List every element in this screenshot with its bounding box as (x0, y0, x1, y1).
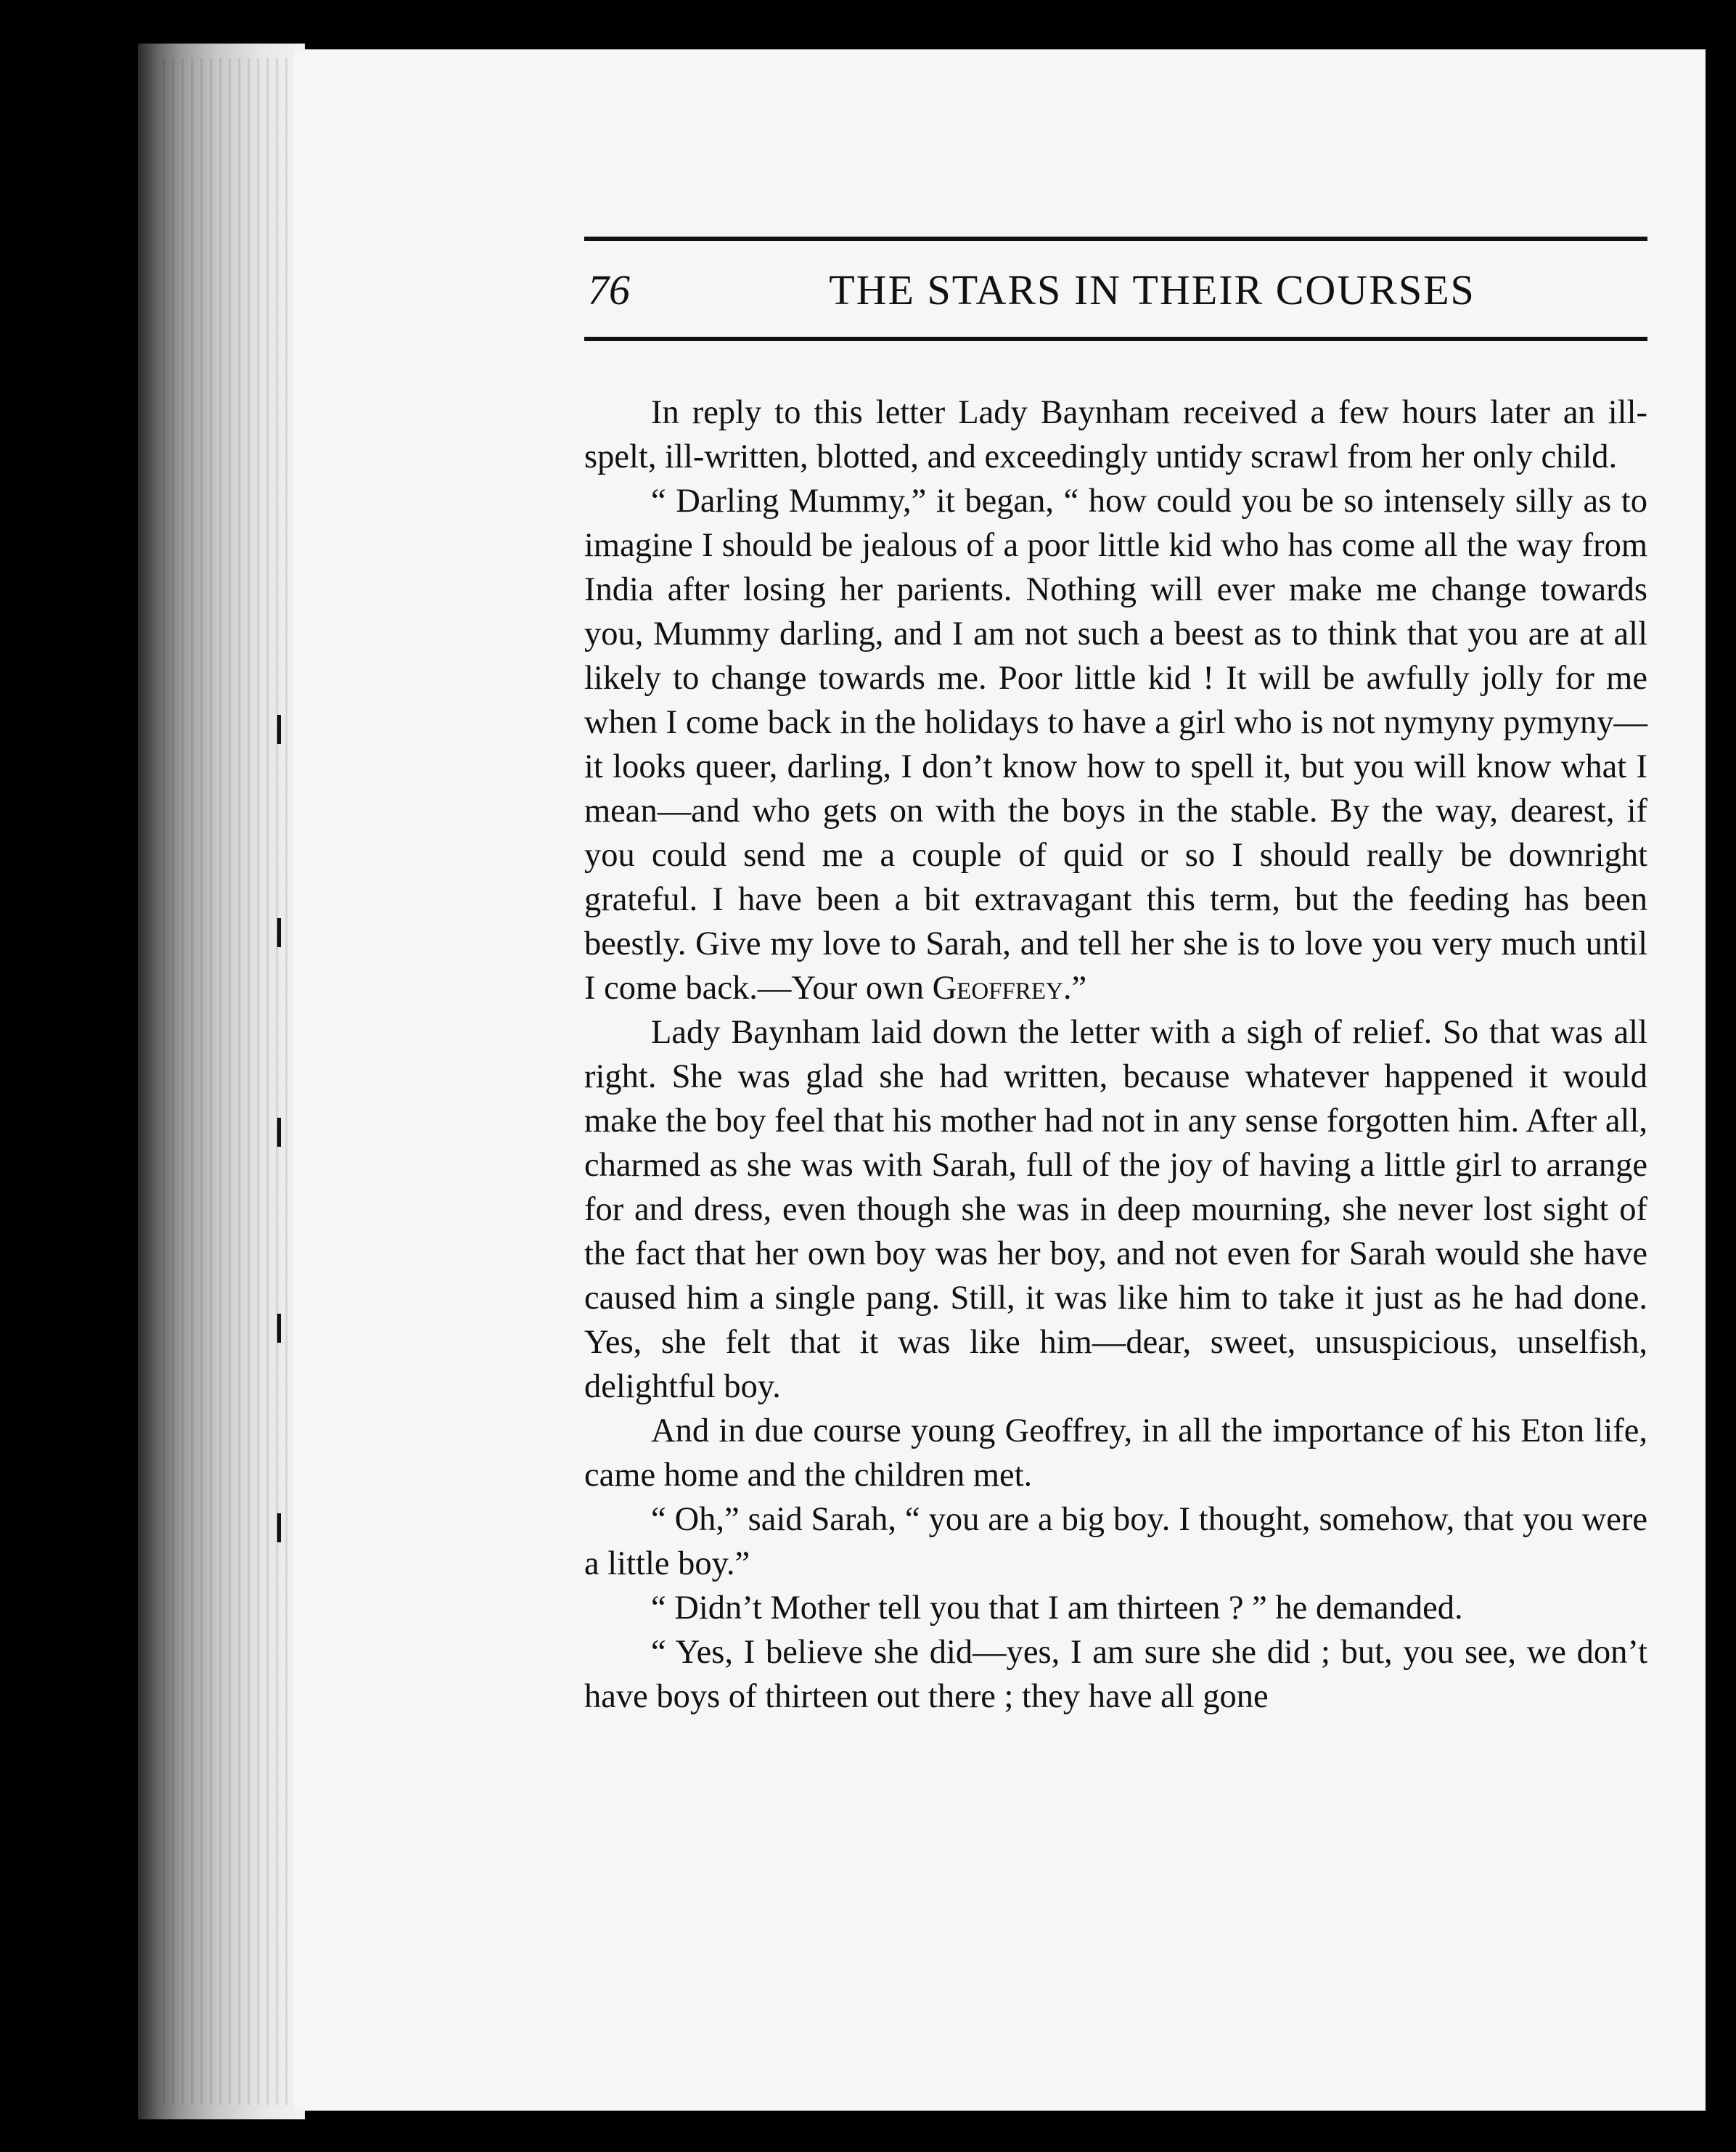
paragraph: “ Didn’t Mother tell you that I am thirteen ? ” he demanded. (651, 1590, 1463, 1627)
header-rule-top (584, 237, 1647, 241)
running-head (584, 245, 1647, 332)
paragraph: Lady Baynham laid down the letter with a sigh of relief. So that was all right. She was glad she had written, because whatever happened it would make the boy feel that his mother had not in any sense forgotten him. After all, charmed as she was with Sarah, full of the joy of having a little girl to arrange for and dress, even though she was in deep mourning, she never lost sight of the fact that her own boy was her boy, and not even for Sarah would she have caused him a single pang. Still, it was like him to take it just as he had done. Yes, she felt that it was like him—dear, sweet, unsuspicious, unselfish, delightful boy. (584, 1014, 1647, 1405)
margin-mark (277, 1513, 281, 1542)
running-title: THE STARS IN THEIR COURSES (829, 266, 1475, 314)
page-edge-shading (156, 58, 301, 2105)
book-page (294, 49, 1706, 2111)
body-text (584, 390, 1647, 1719)
margin-mark (277, 715, 281, 744)
margin-mark (277, 918, 281, 947)
header-rule-bottom (584, 337, 1647, 341)
paragraph: “ Yes, I believe she did—yes, I am sure she did ; but, you see, we don’t have boys of thirteen out there ; they have all gone (584, 1634, 1647, 1715)
paragraph: “ Oh,” said Sarah, “ you are a big boy. I thought, somehow, that you were a little boy.” (584, 1501, 1647, 1582)
paragraph: And in due course young Geoffrey, in all the importance of his Eton life, came home and the children met. (584, 1412, 1647, 1494)
letter-signature: Geoffrey. (932, 970, 1072, 1007)
margin-mark (277, 1314, 281, 1343)
page-number: 76 (588, 266, 630, 314)
margin-mark (277, 1118, 281, 1147)
letter-signature-close: ” (1071, 970, 1087, 1007)
letter-text: “ Darling Mummy,” it began, “ how could you be so intensely silly as to imagine I should be jealous of a poor little kid who has come all the way from India after losing her parients. Nothing will ever make me change towards you, Mummy darling, and I am not such a beest as to think that you are at all likely to change towards me. Poor little kid ! It will be awfully jolly for me when I come back in the holidays to have a girl who is not nymyny pymyny—it looks queer, darling, I don’t know how to spell it, but you will know what I mean—and who gets on with the boys in the stable. By the way, dearest, if you could send me a couple of quid or so I should really be downright grateful. I have been a bit extravagant this term, but the feeding has been beestly. Give my love to Sarah, and tell her she is to love you very much until I come back.—Your own (584, 483, 1647, 1007)
paragraph: In reply to this letter Lady Baynham received a few hours later an ill-spelt, ill-written, blotted, and exceedingly untidy scrawl from her only child. (584, 394, 1647, 475)
paragraph-letter (584, 479, 1647, 1010)
